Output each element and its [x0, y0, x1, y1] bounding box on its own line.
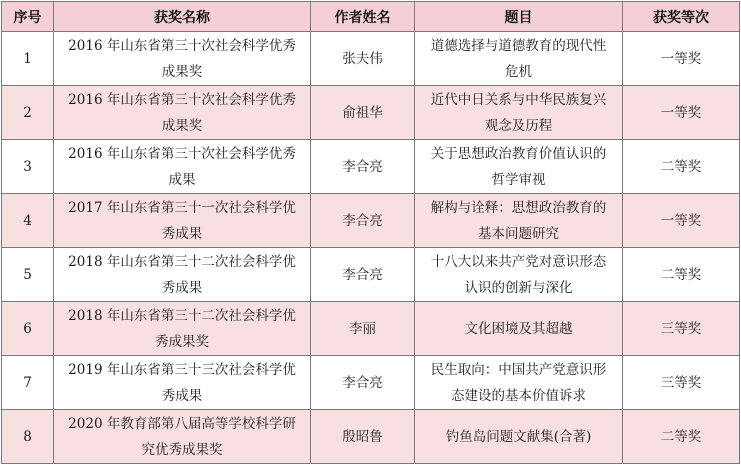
cell-title: 道德选择与道德教育的现代性危机 [415, 32, 623, 86]
cell-award: 2018 年山东省第三十二次社会科学优秀成果 [54, 248, 311, 302]
cell-level: 三等奖 [623, 356, 740, 410]
cell-title: 解构与诠释：思想政治教育的基本问题研究 [415, 194, 623, 248]
table-row [2, 248, 740, 302]
cell-author: 李合亮 [311, 356, 415, 410]
cell-award: 2017 年山东省第三十一次社会科学优秀成果 [54, 194, 311, 248]
cell-no: 5 [2, 248, 54, 302]
cell-title: 近代中日关系与中华民族复兴观念及历程 [415, 86, 623, 140]
cell-level: 二等奖 [623, 410, 740, 464]
table-row [2, 194, 740, 248]
header-author: 作者姓名 [311, 2, 415, 32]
header-no: 序号 [2, 2, 54, 32]
awards-table [1, 1, 740, 464]
cell-award: 2020 年教育部第八届高等学校科学研究优秀成果奖 [54, 410, 311, 464]
cell-author: 俞祖华 [311, 86, 415, 140]
header-level: 获奖等次 [623, 2, 740, 32]
cell-level: 二等奖 [623, 248, 740, 302]
table-header-row [2, 2, 740, 32]
cell-no: 4 [2, 194, 54, 248]
cell-author: 李合亮 [311, 248, 415, 302]
cell-award: 2016 年山东省第三十次社会科学优秀成果奖 [54, 86, 311, 140]
cell-title: 关于思想政治教育价值认识的哲学审视 [415, 140, 623, 194]
cell-level: 一等奖 [623, 194, 740, 248]
table-row [2, 86, 740, 140]
cell-no: 8 [2, 410, 54, 464]
cell-no: 6 [2, 302, 54, 356]
cell-no: 3 [2, 140, 54, 194]
cell-level: 二等奖 [623, 140, 740, 194]
cell-level: 一等奖 [623, 32, 740, 86]
cell-no: 1 [2, 32, 54, 86]
header-title: 题目 [415, 2, 623, 32]
cell-level: 一等奖 [623, 86, 740, 140]
cell-title: 钓鱼岛问题文献集(合著) [415, 410, 623, 464]
cell-author: 李合亮 [311, 140, 415, 194]
cell-title: 民生取向：中国共产党意识形态建设的基本价值诉求 [415, 356, 623, 410]
table-row [2, 140, 740, 194]
cell-award: 2019 年山东省第三十三次社会科学优秀成果 [54, 356, 311, 410]
cell-award: 2016 年山东省第三十次社会科学优秀成果 [54, 140, 311, 194]
cell-title: 文化困境及其超越 [415, 302, 623, 356]
table-row [2, 32, 740, 86]
table-row [2, 410, 740, 464]
cell-award: 2018 年山东省第三十二次社会科学优秀成果奖 [54, 302, 311, 356]
cell-level: 三等奖 [623, 302, 740, 356]
cell-award: 2016 年山东省第三十次社会科学优秀成果奖 [54, 32, 311, 86]
cell-author: 李丽 [311, 302, 415, 356]
cell-author: 李合亮 [311, 194, 415, 248]
cell-no: 7 [2, 356, 54, 410]
table-row [2, 356, 740, 410]
cell-no: 2 [2, 86, 54, 140]
cell-title: 十八大以来共产党对意识形态认识的创新与深化 [415, 248, 623, 302]
table-row [2, 302, 740, 356]
cell-author: 张夫伟 [311, 32, 415, 86]
cell-author: 殷昭鲁 [311, 410, 415, 464]
header-award: 获奖名称 [54, 2, 311, 32]
